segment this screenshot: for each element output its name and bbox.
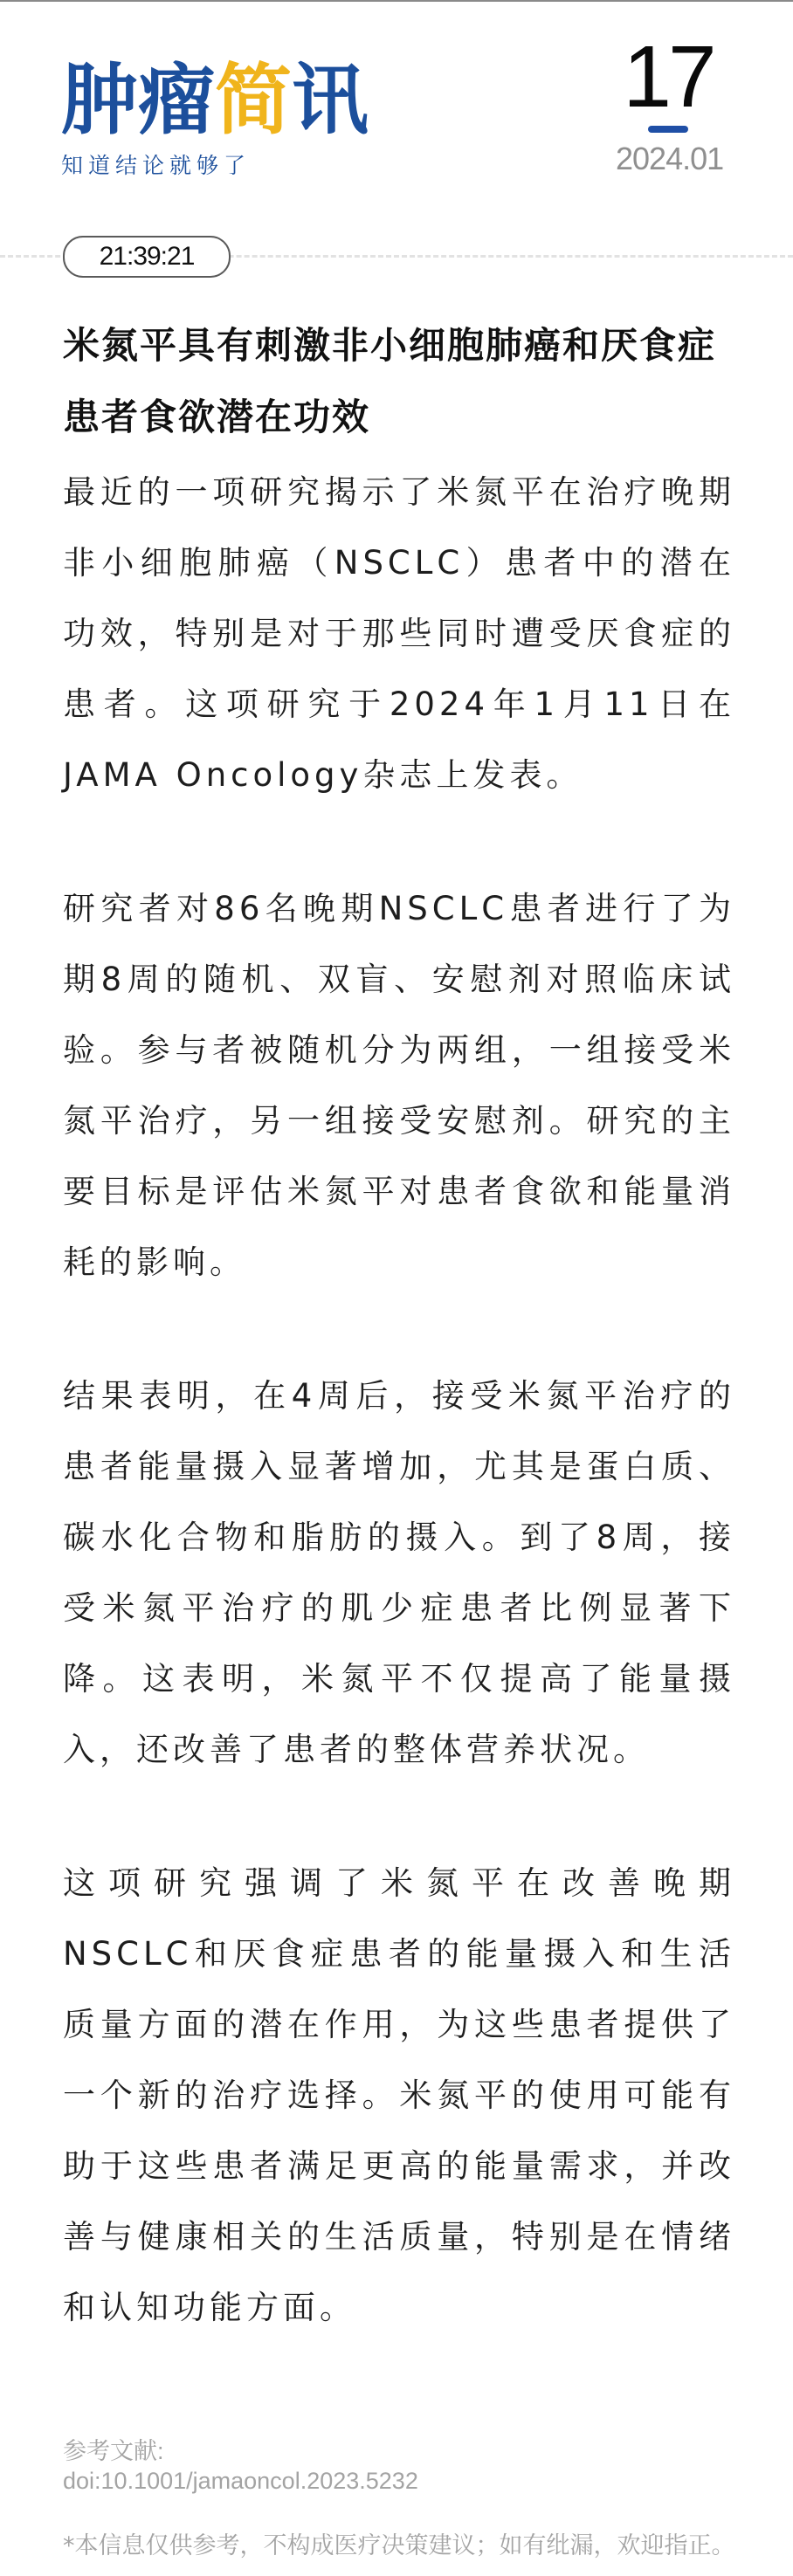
references: [63, 2436, 762, 2496]
brand-title-part3: 讯: [292, 54, 369, 145]
date-day: 17: [623, 28, 714, 126]
reference-doi: doi:10.1001/jamaoncol.2023.5232: [63, 2468, 418, 2494]
brand-title-part2: 简: [215, 54, 293, 145]
brand-logo: [61, 54, 428, 180]
paragraph-2: 研究者对86名晚期NSCLC患者进行了为期8周的随机、双盲、安慰剂对照临床试验。参与者被随机分为两组，一组接受米氮平治疗，另一组接受安慰剂。研究的主要目标是评估米氮平对患者食欲和能量消耗的影响。: [63, 890, 735, 1281]
paragraph-3: 结果表明，在4周后，接受米氮平治疗的患者能量摄入显著增加，尤其是蛋白质、碳水化合物和脂肪的摄入。到了8周，接受米氮平治疗的肌少症患者比例显著下降。这表明，米氮平不仅提高了能量摄入，还改善了患者的整体营养状况。: [63, 1377, 735, 1768]
article: [63, 310, 735, 2343]
timestamp-badge: 21:39:21: [63, 236, 231, 278]
brand-title-part1: 肿瘤: [61, 54, 216, 145]
references-label: 参考文献:: [63, 2438, 164, 2464]
date-year-month: 2024.01: [616, 141, 724, 176]
issue-date: [616, 28, 724, 176]
article-body: [63, 457, 735, 2343]
paragraph-1: 最近的一项研究揭示了米氮平在治疗晚期非小细胞肺癌（NSCLC）患者中的潜在功效，特别是对于那些同时遭受厌食症的患者。这项研究于2024年1月11日在JAMA Oncology杂志上发表。: [63, 473, 735, 794]
date-accent-bar: [648, 126, 688, 133]
article-title: 米氮平具有刺激非小细胞肺癌和厌食症患者食欲潜在功效: [63, 324, 717, 438]
brand-tagline: 知道结论就够了: [61, 153, 252, 178]
disclaimer: *本信息仅供参考，不构成医疗决策建议；如有纰漏，欢迎指正。: [63, 2532, 735, 2559]
paragraph-4: 这项研究强调了米氮平在改善晚期NSCLC和厌食症患者的能量摄入和生活质量方面的潜在作用，为这些患者提供了一个新的治疗选择。米氮平的使用可能有助于这些患者满足更高的能量需求，并改善与健康相关的生活质量，特别是在情绪和认知功能方面。: [63, 1864, 735, 2326]
top-rule: [0, 0, 793, 2]
brand-title: [61, 54, 428, 145]
